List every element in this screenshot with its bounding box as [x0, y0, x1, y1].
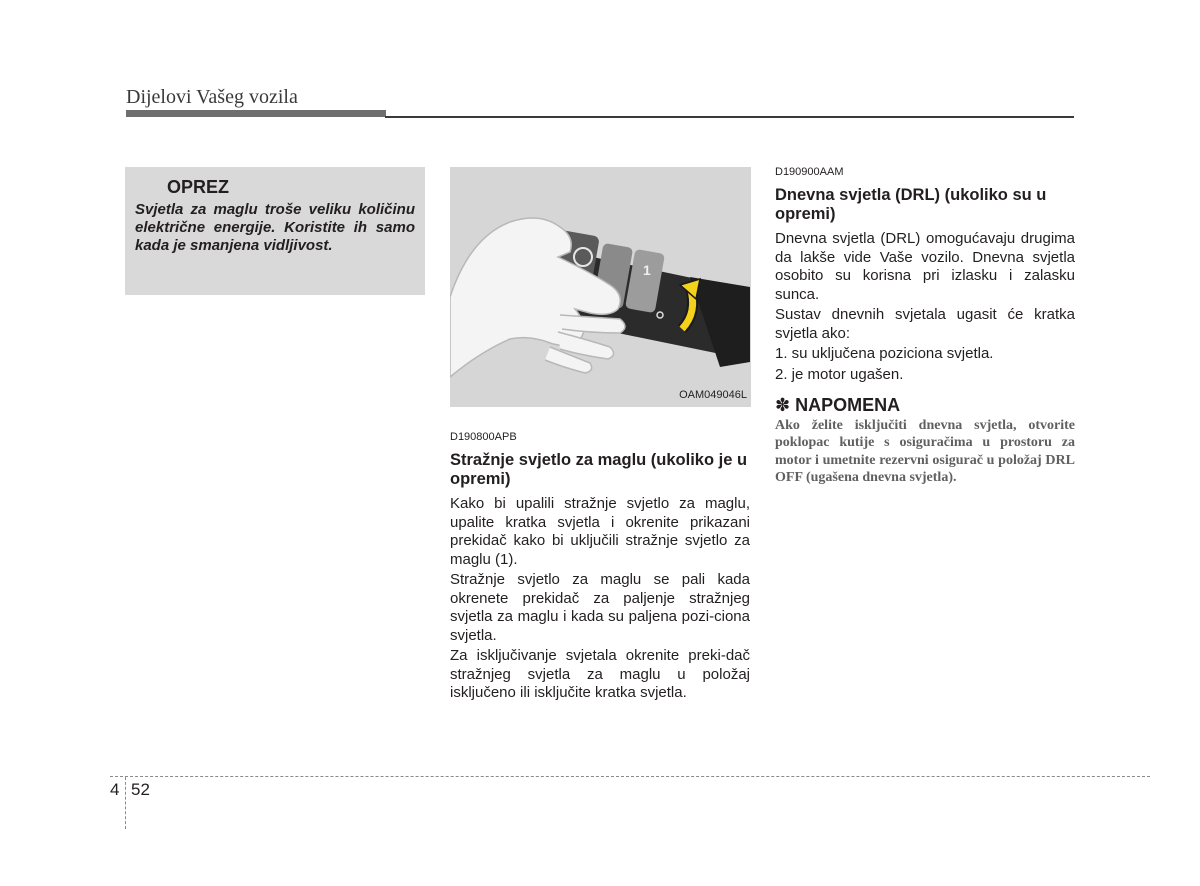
paragraph: Za isključivanje svjetala okrenite preki-dač stražnjeg svjetla za maglu u položaj isključeno ili isključite kratka svjetla. — [450, 647, 750, 701]
header-rule — [385, 116, 1074, 118]
chapter-number: 4 — [110, 780, 120, 799]
hand-on-fog-switch-illustration — [450, 167, 751, 407]
paragraph: Kako bi upalili stražnje svjetlo za maglu, upalite kratka svjetla i okrenite prikazani prekidač kako bi uključili stražnje svjetlo za maglu (1). — [450, 495, 750, 568]
caution-box — [125, 167, 425, 295]
light-switch-figure — [450, 167, 751, 407]
caution-text: Svjetla za maglu troše veliku količinu električne energije. Koristite ih samo kada je smanjena vidljivost. — [135, 201, 415, 254]
page-number: 52 — [131, 780, 150, 799]
paragraph: Dnevna svjetla (DRL) omogućavaju drugima da lakše vide Vaše vozilo. Dnevna svjetla osobito su korisna pri izlasku i zalasku sunca. — [775, 230, 1075, 303]
drl-section — [775, 165, 1075, 487]
rear-fog-section — [450, 430, 750, 705]
paragraph: Sustav dnevnih svjetala ugasit će kratka svjetla ako: — [775, 306, 1075, 342]
footer-divider — [125, 777, 126, 829]
paragraph: Stražnje svjetlo za maglu se pali kada okrenete prekidač za paljenje stražnjeg svjetla za maglu i kada su paljena pozi-ciona svjetla. — [450, 571, 750, 644]
list-item: 1. su uključena poziciona svjetla. — [775, 345, 994, 362]
section-code: D190800APB — [450, 431, 517, 443]
section-heading: Stražnje svjetlo za maglu (ukoliko je u opremi) — [450, 451, 748, 488]
page-header-title: Dijelovi Vašeg vozila — [126, 86, 298, 108]
caution-title: OPREZ — [167, 177, 230, 197]
figure-code: OAM049046L — [679, 389, 747, 401]
note-text: Ako želite isključiti dnevna svjetla, otvorite poklopac kutije s osiguračima u prostoru za motor i umetnite rezervni osigurač u položaj DRL OFF (ugašena dnevna svjetla). — [775, 417, 1075, 485]
list-item: 2. je motor ugašen. — [775, 365, 904, 383]
footer-rule — [110, 776, 1150, 777]
note-title: ✽ NAPOMENA — [775, 395, 901, 415]
section-code: D190900AAM — [775, 166, 844, 178]
header-rule-accent — [126, 110, 386, 117]
section-heading: Dnevna svjetla (DRL) (ukoliko su u opremi) — [775, 186, 1047, 223]
switch-position-label: 1 — [643, 262, 651, 278]
